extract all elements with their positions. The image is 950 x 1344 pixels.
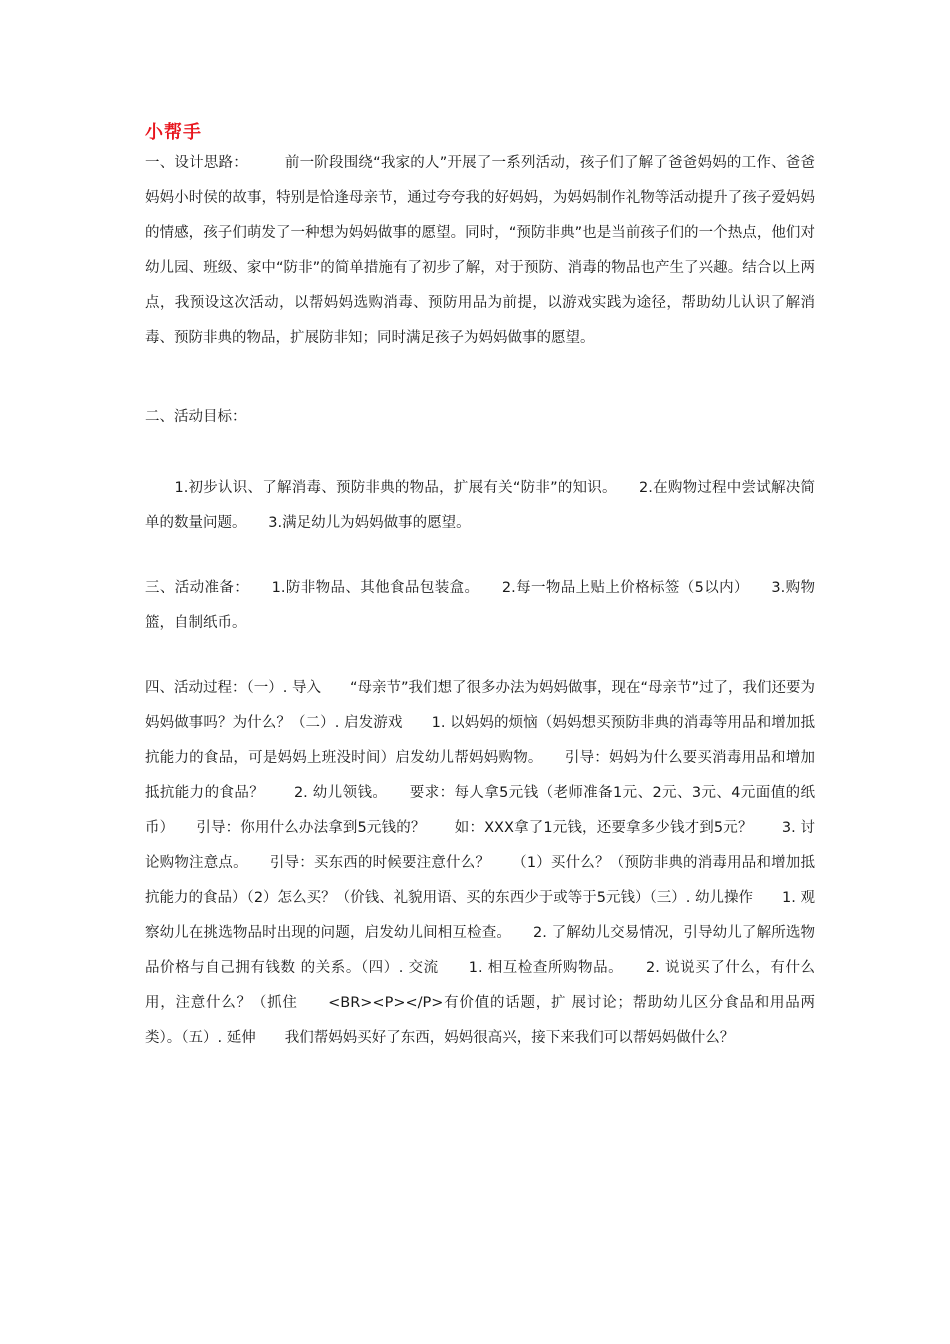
section-goals-heading: 二、活动目标： [145,409,247,425]
section-goals: 1.初步认识、了解消毒、预防非典的物品，扩展有关“防非”的知识。 2.在购物过程中尝试解决简单的数量问题。 3.满足幼儿为妈妈做事的愿望。 [145,480,815,531]
section-process: 四、活动过程：（一）. 导入 “母亲节”我们想了很多办法为妈妈做事，现在“母亲节”过了，我们还要为妈妈做事吗？为什么？（二）. 启发游戏 1. 以妈妈的烦恼（妈妈想买预防非典的消毒等用品和增加抵抗能力的食品，可是妈妈上班没时间）启发幼儿帮妈妈购物。 引导：妈妈为什么要买消毒用品和增加抵抗能力的食品？ 2. 幼儿领钱。 要求：每人拿5元钱（老师准备1元、2元、3元、4元面值的纸币） 引导：你用什么办法拿到5元钱的？ 如：XXX拿了1元钱，还要拿多少钱才到5元？ 3. 讨论购物注意点。 引导：买东西的时候要注意什么？ （1）买什么？（预防非典的消毒用品和增加抵抗能力的食品）（2）怎么买？（价钱、礼貌用语、买的东西少于或等于5元钱）（三）. 幼儿操作 1. 观察幼儿在挑选物品时出现的问题，启发幼儿间相互检查。 2. 了解幼儿交易情况，引导幼儿了解所选物品价格与自己拥有钱数 的关系。（四）. 交流 1. 相互检查所购物品。 2. 说说买了什么，有什么用，注意什么？（抓住 <BR><P></P>有价值的话题，扩 展讨论；帮助幼儿区分食品和用品两类）。（五）. 延伸 我们帮妈妈买好了东西，妈妈很高兴，接下来我们可以帮妈妈做什么？ [145,680,816,1046]
document-page [145,120,815,1056]
section-design-idea: 一、设计思路： 前一阶段围绕“我家的人”开展了一系列活动，孩子们了解了爸爸妈妈的工作、爸爸妈妈小时侯的故事，特别是恰逢母亲节，通过夸夸我的好妈妈，为妈妈制作礼物等活动提升了孩子爱妈妈的情感，孩子们萌发了一种想为妈妈做事的愿望。同时，“预防非典”也是当前孩子们的一个热点，他们对幼儿园、班级、家中“防非”的简单措施有了初步了解，对于预防、消毒的物品也产生了兴趣。结合以上两点，我预设这次活动，以帮妈妈选购消毒、预防用品为前提，以游戏实践为途径，帮助幼儿认识了解消毒、预防非典的物品，扩展防非知；同时满足孩子为妈妈做事的愿望。 [145,155,815,346]
document-title: 小帮手 [145,122,202,143]
section-preparation: 三、活动准备： 1.防非物品、其他食品包装盒。 2.每一物品上贴上价格标签（5以内） 3.购物篮，自制纸币。 [145,580,815,631]
